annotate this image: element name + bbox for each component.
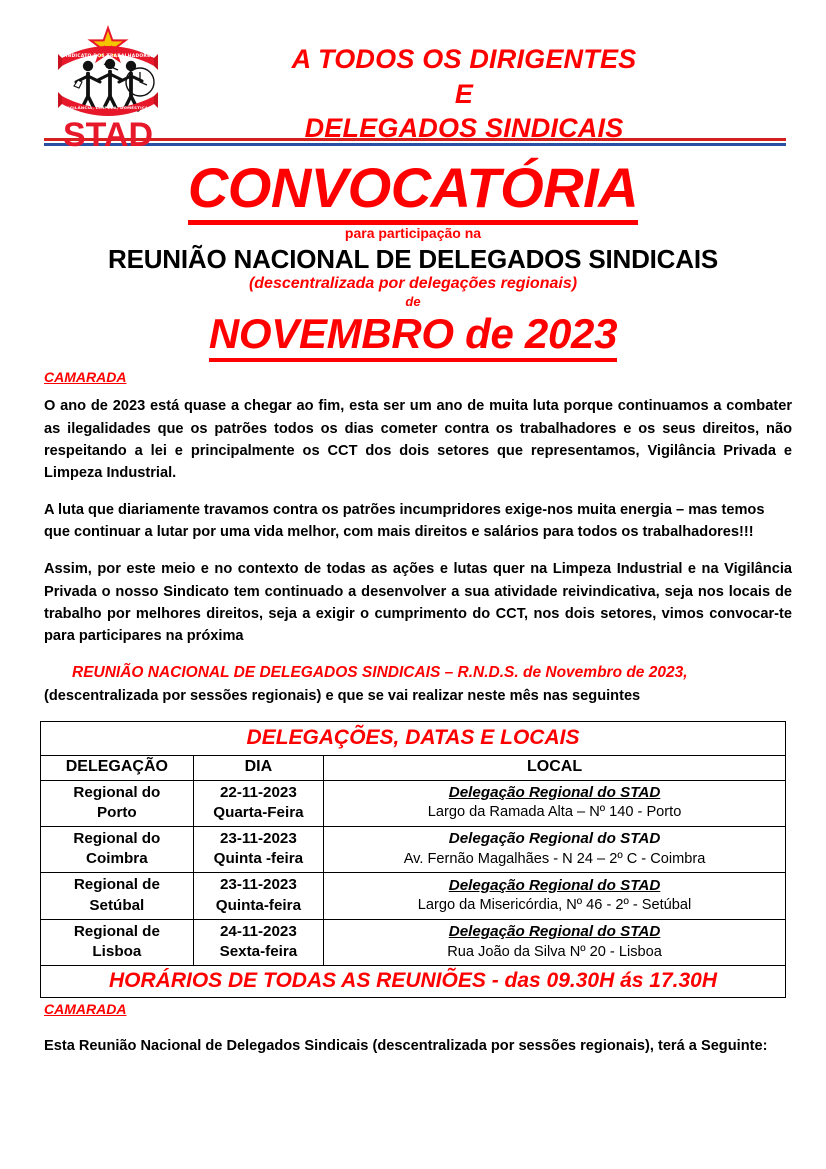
- cell-delegacao: [41, 827, 194, 873]
- de-label: de: [405, 293, 421, 309]
- header-title-block: [172, 24, 786, 146]
- local-address: Largo da Ramada Alta – Nº 140 - Porto: [427, 804, 682, 821]
- descentralizada-note: (descentralizada por delegações regionais): [248, 275, 578, 293]
- delegacao-line-1: Regional de: [73, 922, 160, 940]
- paragraph-1: O ano de 2023 está quase a chegar ao fim, esta ser um ano de muita luta porque continuamos a combater as ilegalidades que os patrões todos os dias cometer contra os trabalhadores e os seus direitos, não respeitando a lei e principalmente os CCT dos dois setores que representamos, Vigilância Privada e Limpeza Industrial.: [44, 398, 792, 482]
- table-row: [41, 919, 786, 965]
- header-title-line-3: DELEGADOS SINDICAIS: [304, 113, 624, 144]
- table-header-row: [41, 756, 786, 780]
- local-title: Delegação Regional do STAD: [448, 923, 661, 941]
- local-address: Largo da Misericórdia, Nº 46 - 2º - Setúbal: [417, 897, 692, 914]
- document-header: [0, 0, 826, 154]
- cell-dia: [193, 873, 323, 919]
- table-hours-row: [41, 966, 786, 998]
- cell-dia: [193, 780, 323, 826]
- svg-text:SINDICATO DOS TRABALHADORES: SINDICATO DOS TRABALHADORES: [62, 54, 154, 59]
- delegacao-line-1: Regional do: [73, 830, 161, 848]
- column-header-dia: DIA: [193, 756, 323, 780]
- cell-local: [324, 873, 786, 919]
- local-title: Delegação Regional do STAD: [448, 876, 661, 894]
- delegacao-line-1: Regional do: [73, 783, 161, 801]
- dia-weekday: Quinta -feira: [213, 850, 304, 868]
- meeting-hours: HORÁRIOS DE TODAS AS REUNIÕES - das 09.30H ás 17.30H: [41, 966, 786, 998]
- dia-date: 22-11-2023: [219, 783, 297, 801]
- header-title-line-2: E: [454, 78, 474, 109]
- dia-date: 23-11-2023: [219, 830, 297, 848]
- cell-local: [324, 780, 786, 826]
- delegacao-line-2: Coimbra: [86, 850, 148, 868]
- cell-dia: [193, 919, 323, 965]
- delegacao-line-2: Porto: [97, 803, 137, 821]
- cell-dia: [193, 827, 323, 873]
- svg-text:VIGILÂNCIA, LIMPEZA, DOMÉSTICA: VIGILÂNCIA, LIMPEZA, DOMÉSTICAS: [64, 105, 152, 110]
- cell-delegacao: [41, 780, 194, 826]
- dia-date: 23-11-2023: [219, 876, 297, 894]
- body-content: [44, 369, 792, 707]
- table-row: [41, 827, 786, 873]
- local-address: Av. Fernão Magalhães - N 24 – 2º C - Coimbra: [403, 850, 706, 867]
- table-row: [41, 780, 786, 826]
- cell-delegacao: [41, 873, 194, 919]
- dia-weekday: Quinta-feira: [215, 896, 302, 914]
- rnds-highlight-line: REUNIÃO NACIONAL DE DELEGADOS SINDICAIS – R.N.D.S. de Novembro de 2023,: [72, 664, 688, 682]
- delegacao-line-1: Regional de: [73, 876, 160, 894]
- stad-logo: [44, 24, 172, 152]
- delegacao-line-2: Setúbal: [89, 896, 145, 914]
- dia-date: 24-11-2023: [219, 922, 297, 940]
- paragraph-4: (descentralizada por sessões regionais) e que se vai realizar neste mês nas seguintes: [44, 687, 641, 704]
- convocatoria-title-text: CONVOCATÓRIA: [188, 156, 638, 225]
- closing-paragraph: Esta Reunião Nacional de Delegados Sindicais (descentralizada por sessões regionais), terá a Seguinte:: [44, 1038, 768, 1055]
- cell-delegacao: [41, 919, 194, 965]
- local-title: Delegação Regional do STAD: [448, 830, 661, 848]
- novembro-title: [0, 311, 826, 356]
- convocatoria-title: [0, 158, 826, 217]
- dia-weekday: Sexta-feira: [219, 943, 298, 961]
- header-title-line-1: A TODOS OS DIRIGENTES: [291, 44, 637, 74]
- camarada-salutation-bottom: CAMARADA: [44, 1001, 127, 1018]
- stad-wordmark: STAD: [62, 116, 154, 154]
- table-banner: DELEGAÇÕES, DATAS E LOCAIS: [41, 722, 786, 756]
- para-participacao-label: para participação na: [344, 225, 482, 242]
- delegacao-line-2: Lisboa: [92, 943, 142, 961]
- table-row: [41, 873, 786, 919]
- paragraph-2: A luta que diariamente travamos contra os patrões incumpridores exige-nos muita energia – mas temos que continuar a lutar por uma vida melhor, com mais direitos e salários para todos os trabalhadores!!!: [44, 502, 765, 541]
- cell-local: [324, 827, 786, 873]
- table-banner-row: [41, 722, 786, 756]
- cell-local: [324, 919, 786, 965]
- dia-weekday: Quarta-Feira: [213, 803, 304, 821]
- column-header-local: LOCAL: [324, 756, 786, 780]
- footer-content: [44, 1001, 786, 1058]
- paragraph-3: Assim, por este meio e no contexto de todas as ações e lutas quer na Limpeza Industrial e na Vigilância Privada o nosso Sindicato tem continuado a desenvolver a sua atividade reivindicativa, seja nos locais de trabalho por melhores direitos, seja a exigir o cumprimento do CCT, nos dois setores, vimos convocar-te para participares na próxima: [44, 561, 792, 645]
- reuniao-heading: REUNIÃO NACIONAL DE DELEGADOS SINDICAIS: [108, 243, 718, 274]
- stad-emblem-icon: [52, 24, 164, 120]
- column-header-delegacao: DELEGAÇÃO: [41, 756, 194, 780]
- delegations-table: [40, 721, 786, 998]
- local-address: Rua João da Silva Nº 20 - Lisboa: [447, 943, 662, 960]
- local-title: Delegação Regional do STAD: [448, 783, 661, 801]
- novembro-title-text: NOVEMBRO de 2023: [209, 310, 617, 362]
- delegations-table-wrapper: [40, 721, 786, 998]
- camarada-salutation-top: CAMARADA: [44, 369, 127, 386]
